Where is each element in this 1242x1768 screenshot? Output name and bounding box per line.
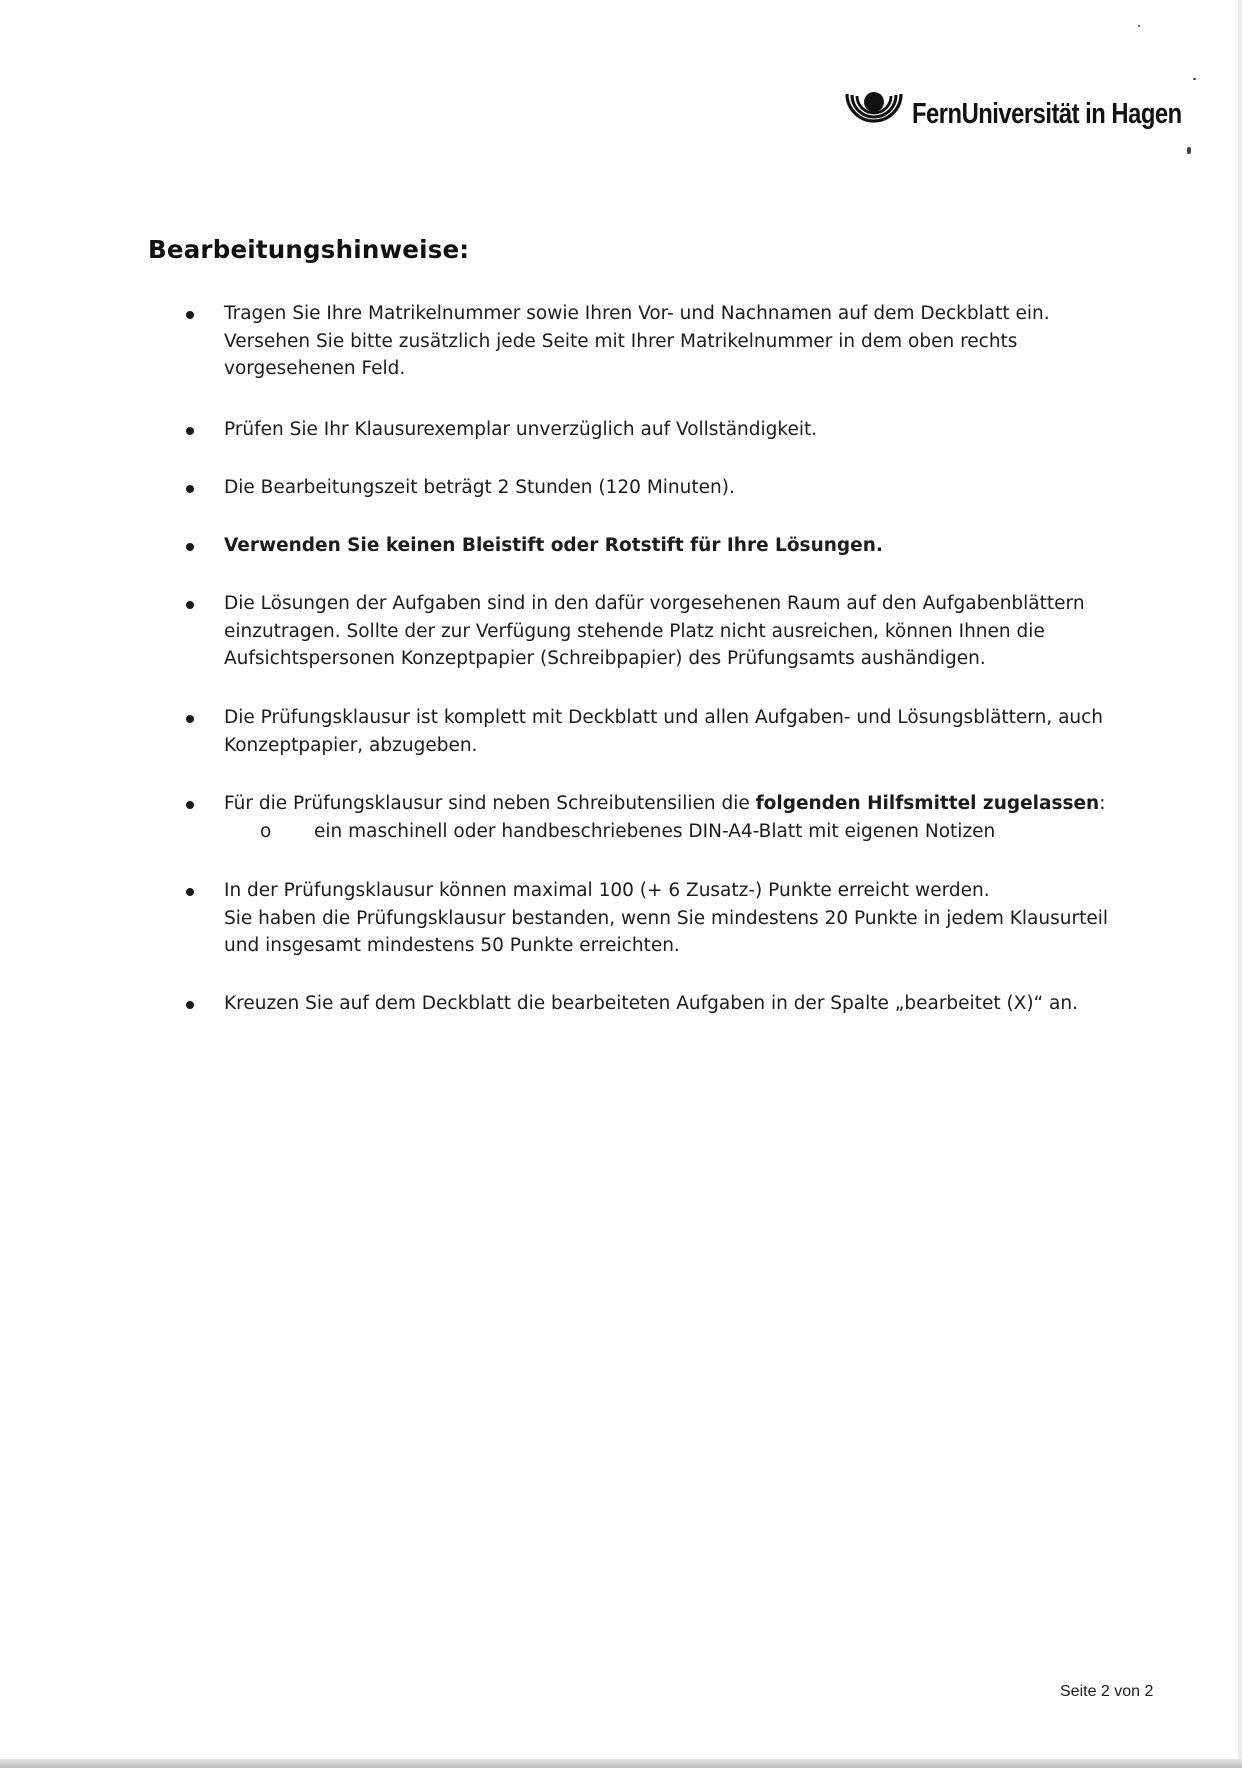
item-text-line: einzutragen. Sollte der zur Verfügung stehende Platz nicht ausreichen, können Ihnen die [224,620,1045,642]
bullet-icon [186,427,194,435]
item-text-line: In der Prüfungsklausur können maximal 100 (+ 6 Zusatz-) Punkte erreicht werden. [224,880,990,901]
logo-text: FernUniversität in Hagen [912,97,1182,130]
scan-edge-bottom [0,1759,1242,1768]
item-text-end: : [1099,793,1106,814]
item-text-line: Tragen Sie Ihre Matrikelnummer sowie Ihren Vor- und Nachnamen auf dem Deckblatt ein. [224,303,1050,324]
bullet-icon [186,601,194,609]
item-text-line [224,790,1124,818]
scan-edge-right [1238,0,1242,1768]
bullet-icon [186,485,194,493]
bullet-icon [186,801,194,809]
bullet-icon [186,543,194,551]
item-text-line: Versehen Sie bitte zusätzlich jede Seite mit Ihrer Matrikelnummer in dem oben rechts [224,330,1018,352]
item-text-line-bold: Verwenden Sie keinen Bleistift oder Rotstift für Ihre Lösungen. [224,535,883,556]
item-text-line: Die Bearbeitungszeit beträgt 2 Stunden (120 Minuten). [224,477,735,498]
item-text-line: und insgesamt mindestens 50 Punkte erreichten. [224,935,680,956]
item-text-bold: folgenden Hilfsmittel zugelassen [755,793,1100,814]
bullet-icon [186,888,194,896]
scan-speck [1138,25,1140,27]
item-text-line: Die Prüfungsklausur ist komplett mit Deckblatt und allen Aufgaben- und Lösungsblättern, auch [224,707,1104,728]
sub-bullet-icon: o [260,820,272,842]
fernuni-logo-icon [842,82,906,146]
item-text-line: Konzeptpapier, abzugeben. [224,734,478,756]
sub-item-text: ein maschinell oder handbeschriebenes DIN-A4-Blatt mit eigenen Notizen [314,820,996,842]
item-text-line: Aufsichtspersonen Konzeptpapier (Schreibpapier) des Prüfungsamts aushändigen. [224,648,986,669]
item-text-line: Die Lösungen der Aufgaben sind in den dafür vorgesehenen Raum auf den Aufgabenblättern [224,593,1085,614]
page-number: Seite 2 von 2 [1060,1683,1154,1700]
scan-speck [1193,78,1196,80]
bullet-icon [186,311,194,319]
page-heading: Bearbeitungshinweise: [148,235,470,264]
bullet-icon [186,715,194,723]
item-text-line: Kreuzen Sie auf dem Deckblatt die bearbeiteten Aufgaben in der Spalte „bearbeitet (X)“ an. [224,993,1078,1014]
item-text-line: Sie haben die Prüfungsklausur bestanden, wenn Sie mindestens 20 Punkte in jedem Klausurteil [224,907,1109,929]
university-logo [842,84,1241,144]
scan-speck [1187,147,1191,154]
item-text-line: Prüfen Sie Ihr Klausurexemplar unverzüglich auf Vollständigkeit. [224,419,818,440]
item-text-line: vorgesehenen Feld. [224,358,406,379]
sub-list-item [224,818,1124,846]
item-text-normal: Für die Prüfungsklausur sind neben Schreibutensilien die [224,793,756,814]
bullet-icon [186,1001,194,1009]
